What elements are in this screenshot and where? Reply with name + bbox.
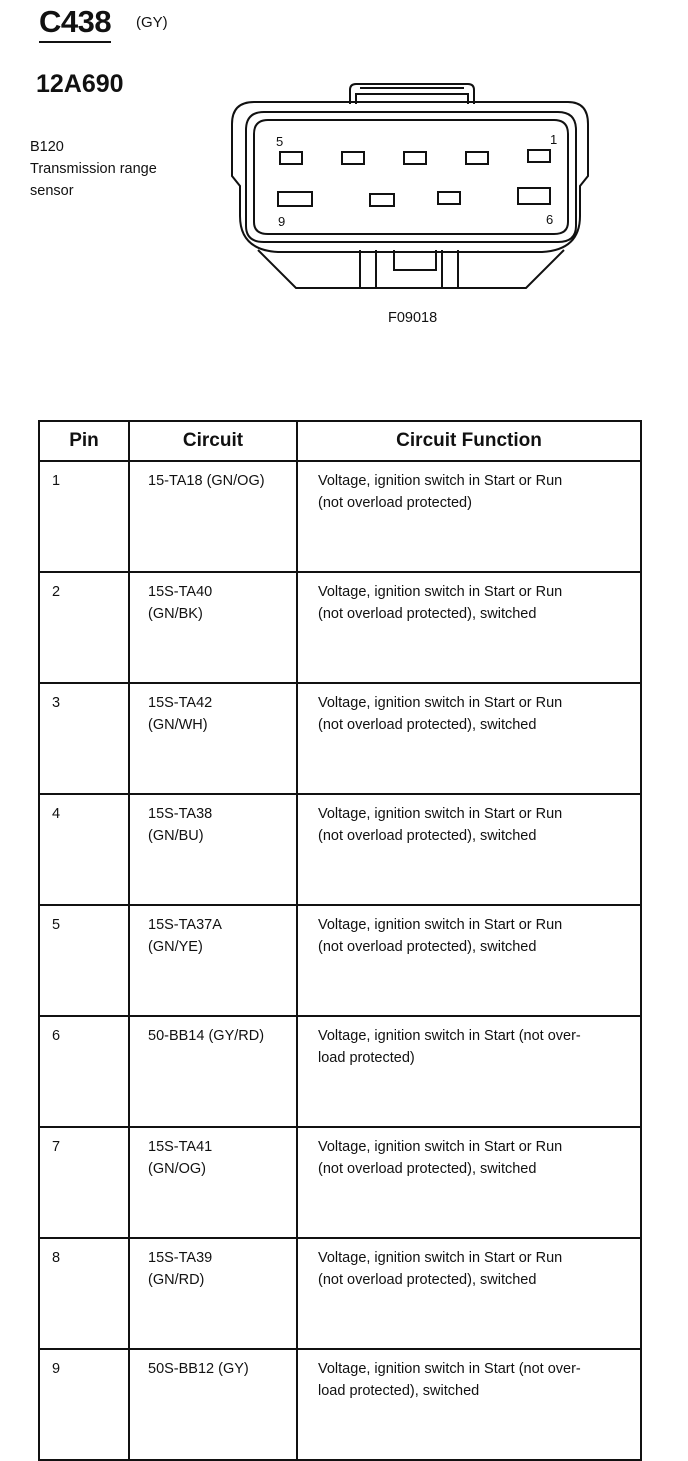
circuit-line: (GN/BK) <box>148 606 203 622</box>
circuit-cell <box>129 1016 297 1127</box>
circuit-function <box>297 1016 641 1127</box>
function-line: load protected), switched <box>318 1383 480 1399</box>
pin-cavity-9 <box>278 192 312 206</box>
function-line: Voltage, ignition switch in Start or Run <box>318 473 563 489</box>
function-line: Voltage, ignition switch in Start or Run <box>318 695 563 711</box>
circuit-line: 50S-BB12 (GY) <box>148 1361 249 1377</box>
pin-cavity-7 <box>438 192 460 204</box>
pin-cavity-6 <box>518 188 550 204</box>
pin-number: 7 <box>39 1127 129 1238</box>
circuit-cell <box>129 461 297 572</box>
component-code: B120 <box>30 139 64 155</box>
connector-color: (GY) <box>136 14 168 31</box>
circuit-cell <box>129 794 297 905</box>
circuit-line: 15-TA18 (GN/OG) <box>148 473 265 489</box>
table-row <box>39 905 641 1016</box>
function-line: Voltage, ignition switch in Start or Run <box>318 1139 563 1155</box>
function-line: Voltage, ignition switch in Start (not over- <box>318 1028 581 1044</box>
function-line: (not overload protected), switched <box>318 1272 537 1288</box>
figure-id: F09018 <box>388 310 438 326</box>
connector-id: C438 <box>39 4 111 43</box>
pin-table <box>38 420 642 1461</box>
pin-number: 5 <box>39 905 129 1016</box>
circuit-function <box>297 461 641 572</box>
table-row <box>39 1127 641 1238</box>
pin-cavity-5 <box>280 152 302 164</box>
component-name-line2: sensor <box>30 183 74 199</box>
circuit-cell <box>129 905 297 1016</box>
connector-housing <box>232 102 588 252</box>
circuit-function <box>297 572 641 683</box>
function-line: (not overload protected) <box>318 495 472 511</box>
function-line: (not overload protected), switched <box>318 828 537 844</box>
header-circuit: Circuit <box>129 421 297 461</box>
circuit-cell <box>129 572 297 683</box>
pin-number: 3 <box>39 683 129 794</box>
pin-number: 1 <box>39 461 129 572</box>
pin-cavity-8 <box>370 194 394 206</box>
circuit-line: 15S-TA38 <box>148 806 213 822</box>
circuit-line: 15S-TA37A <box>148 917 222 933</box>
pin-label-top-left: 5 <box>276 134 284 149</box>
function-line: Voltage, ignition switch in Start (not over- <box>318 1361 581 1377</box>
circuit-line: (GN/BU) <box>148 828 204 844</box>
header-pin: Pin <box>39 421 129 461</box>
function-line: (not overload protected), switched <box>318 939 537 955</box>
function-line: Voltage, ignition switch in Start or Run <box>318 1250 563 1266</box>
table-row <box>39 683 641 794</box>
header-circuit-function: Circuit Function <box>297 421 641 461</box>
circuit-function <box>297 1127 641 1238</box>
circuit-line: (GN/OG) <box>148 1161 206 1177</box>
connector-face <box>246 112 576 242</box>
circuit-cell <box>129 1349 297 1460</box>
circuit-line: (GN/YE) <box>148 939 203 955</box>
function-line: load protected) <box>318 1050 415 1066</box>
table-header-row <box>39 421 641 461</box>
pin-label-bottom-left: 9 <box>278 214 286 229</box>
circuit-line: 15S-TA40 <box>148 584 213 600</box>
component-name-line1: Transmission range <box>30 161 157 177</box>
pin-number: 2 <box>39 572 129 683</box>
circuit-line: (GN/WH) <box>148 717 208 733</box>
table-row <box>39 1238 641 1349</box>
pin-label-top-right: 1 <box>550 132 558 147</box>
function-line: (not overload protected), switched <box>318 606 537 622</box>
pin-number: 4 <box>39 794 129 905</box>
table-row <box>39 1349 641 1460</box>
pin-number: 9 <box>39 1349 129 1460</box>
circuit-line: (GN/RD) <box>148 1272 205 1288</box>
pin-label-bottom-right: 6 <box>546 212 554 227</box>
circuit-line: 15S-TA39 <box>148 1250 213 1266</box>
circuit-function <box>297 905 641 1016</box>
pin-number: 6 <box>39 1016 129 1127</box>
circuit-line: 50-BB14 (GY/RD) <box>148 1028 265 1044</box>
pin-cavity-4 <box>342 152 364 164</box>
circuit-function <box>297 683 641 794</box>
circuit-function <box>297 1349 641 1460</box>
table-row <box>39 1016 641 1127</box>
table-row <box>39 572 641 683</box>
circuit-line: 15S-TA41 <box>148 1139 213 1155</box>
function-line: (not overload protected), switched <box>318 1161 537 1177</box>
circuit-function <box>297 794 641 905</box>
table-row <box>39 794 641 905</box>
function-line: Voltage, ignition switch in Start or Run <box>318 584 563 600</box>
connector-face-diagram <box>226 82 592 300</box>
part-number: 12A690 <box>36 70 124 98</box>
pin-cavity-2 <box>466 152 488 164</box>
function-line: Voltage, ignition switch in Start or Run <box>318 806 563 822</box>
circuit-cell <box>129 1127 297 1238</box>
function-line: (not overload protected), switched <box>318 717 537 733</box>
circuit-cell <box>129 683 297 794</box>
pin-number: 8 <box>39 1238 129 1349</box>
circuit-function <box>297 1238 641 1349</box>
pin-cavity-1 <box>528 150 550 162</box>
function-line: Voltage, ignition switch in Start or Run <box>318 917 563 933</box>
pin-cavity-3 <box>404 152 426 164</box>
circuit-line: 15S-TA42 <box>148 695 213 711</box>
table-row <box>39 461 641 572</box>
circuit-cell <box>129 1238 297 1349</box>
component-label <box>30 136 157 202</box>
